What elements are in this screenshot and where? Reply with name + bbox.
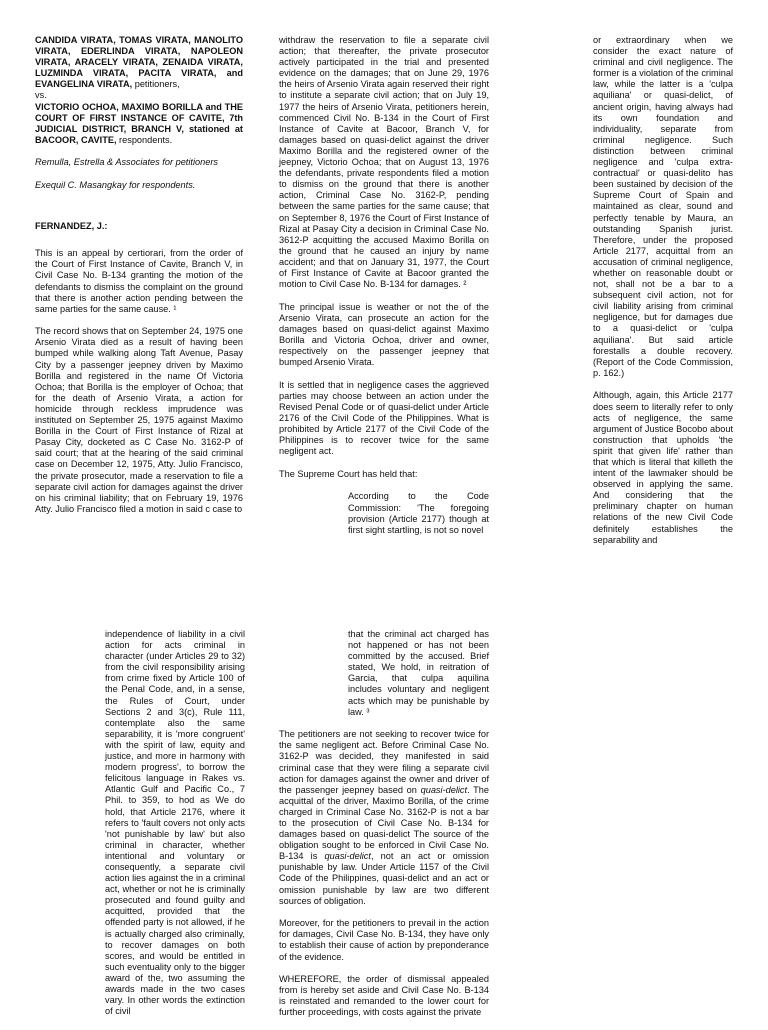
text-run-italic: quasi-delict bbox=[420, 784, 468, 795]
text-run: . The acquittal of the driver, Maximo Borilla, of the crime charged in Criminal Case No. 3162-P is not a bar to the prosecution of Civil Case No. B-134 for damages based on quasi-delict The source of the obligation sought to be enforced in Civil Case No. B-134 is bbox=[279, 784, 489, 862]
respondents-names: VICTORIO OCHOA, MAXIMO BORILLA and THE COURT OF FIRST INSTANCE OF CAVITE, 7th JUDICIAL DISTRICT, BRANCH V, stationed at BACOOR, CAVITE, bbox=[35, 101, 243, 145]
paragraph: independence of liability in a civil action for acts criminal in character (under Articles 29 to 32) from the civil responsibility arising from crime fixed by Article 100 of the Penal Code, and, in a sense, the Rules of Court, under Sections 2 and 3(c), Rule 111, contemplate also the same separability, it is 'more congruent' with the spirit of law, equity and justice, and more in harmony with modern progress', to borrow the felicitous language in Rakes vs. Atlantic Gulf and Pacific Co., 7 Phil. to 359, to hod as We do hold, that Article 2176, where it refers to 'fault covers not only acts 'not punishable by law' but also criminal in character, whether intentional and voluntary or consequently, a separate civil action lies against the in a criminal act, whether or not he is criminally prosecuted and found guilty and acquitted, provided that the offended party is not allowed, if he is actually charged also criminally, to recover damages on both scores, and would be entitled in such eventuality only to the bigger award of the, two assuming the awards made in the two cases vary. In other words the extinction of civil bbox=[105, 629, 245, 1017]
text-run-italic: quasi-delict bbox=[324, 851, 371, 862]
column-4 bbox=[105, 629, 245, 1029]
petitioners-names: CANDIDA VIRATA, TOMAS VIRATA, MANOLITO VIRATA, EDERLINDA VIRATA, NAPOLEON VIRATA, ARACELY VIRATA, ZENAIDA VIRATA, LUZMINDA VIRATA, PACITA VIRATA, and EVANGELINA VIRATA, bbox=[35, 35, 243, 90]
counsel-respondents: Exequil C. Masangkay for respondents. bbox=[35, 180, 196, 191]
versus-text: vs. bbox=[35, 90, 47, 101]
paragraph: The Supreme Court has held that: bbox=[279, 468, 418, 479]
column-3 bbox=[593, 35, 733, 557]
paragraph: WHEREFORE, the order of dismissal appealed from is hereby set aside and Civil Case No. B-134 is reinstated and remanded to the lower court for further proceedings, with costs against the private bbox=[279, 974, 489, 1018]
text-run: , not an act or omission punishable by law. Under Article 1157 of the Civil Code of the Philippines, quasi-delict and an act or omission punishable by law are two different sources of obligation. bbox=[279, 851, 489, 906]
column-2 bbox=[279, 35, 489, 547]
counsel-petitioners: Remulla, Estrella & Associates for petitioners bbox=[35, 157, 218, 168]
paragraph bbox=[279, 729, 489, 907]
paragraph: The principal issue is weather or not the of the Arsenio Virata, can prosecute an action for the damages based on quasi-delict against Maximo Borilla and Victoria Ochoa, driver and owner, respectively on the passenger jeepney that bumped Arsenio Virata. bbox=[279, 301, 489, 368]
paragraph: Although, again, this Article 2177 does seem to literally refer to only acts of negligence, the same argument of Justice Bocobo about construction that upholds 'the spirit that given life' rather than that which is literal that killeth the intent of the lawmaker should be observed in applying the same. And considering that the preliminary chapter on human relations of the new Civil Code definitely establishes the separability and bbox=[593, 390, 733, 545]
paragraph: It is settled that in negligence cases the aggrieved parties may choose between an action under the Revised Penal Code or of quasi-delict under Article 2176 of the Civil Code of the Philippines. What is prohibited by Article 2177 of the Civil Code of the Philippines is to recover twice for the same negligent act. bbox=[279, 379, 489, 457]
respondents-label: respondents. bbox=[116, 134, 173, 145]
column-5 bbox=[279, 629, 489, 1030]
paragraph: Moreover, for the petitioners to prevail in the action for damages, Civil Case No. B-134, they have only to establish their cause of action by preponderance of the evidence. bbox=[279, 918, 489, 962]
ponente: FERNANDEZ, J.: bbox=[35, 221, 108, 232]
paragraph: withdraw the reservation to file a separate civil action; that thereafter, the private prosecutor actively participated in the trial and presented evidence on the damages; that on June 29, 1976 the heirs of Arsenio Virata again reserved their right to institute a separate civil action; that on July 19, 1977 the heirs of Arsenio Virata, petitioners herein, commenced Civil No. B-134 in the Court of First Instance of Cavite at Bacoor, Branch V, for damages based on quasi-delict against the driver Maximo Borilla and the registered owner of the jeepney, Victorio Ochoa; that on August 13, 1976 the defendants, private respondents filed a motion to dismiss on the ground that there is another action, Criminal Case No. 3162-P, pending between the same parties for the same cause; that on September 8, 1976 the Court of First Instance of Rizal at Pasay City a decision in Criminal Case No. 3612-P acquitting the accused Maximo Borilla on the ground that he caused an injury by name accident; and that on January 31, 1977, the Court of First Instance of Cavite at Bacoor granted the motion to Civil Case No. B-134 for damages. ² bbox=[279, 35, 489, 290]
petitioners-label: petitioners, bbox=[132, 79, 180, 90]
block-quote: that the criminal act charged has not happened or has not been committed by the accused. Brief stated, We hold, in reitration of Garcia, that culpa aquilina includes voluntary and negligent acts which may be punishable by law. ³ bbox=[348, 629, 489, 717]
paragraph: This is an appeal by certiorari, from the order of the Court of First Instance of Cavite, Branch V, in Civil Case No. B-134 granting the motion of the defendants to dismiss the complaint on the ground that there is another action pending between the same parties for the same cause. ¹ bbox=[35, 248, 243, 314]
column-1 bbox=[35, 35, 243, 526]
paragraph: or extraordinary when we consider the exact nature of criminal and civil negligence. The former is a violation of the criminal law, while the latter is a 'culpa aquiliana' or quasi-delict, of ancient origin, having always had its own foundation and individuality, separate from criminal negligence. Such distinction between criminal negligence and 'culpa extra-contractual' or quasi-delito has been sustained by decision of the Supreme Court of Spain and maintained as clear, sound and perfectly tenable by Maura, an outstanding Spanish jurist. Therefore, under the proposed Article 2177, acquittal from an accusation of criminal negligence, whether on reasonable doubt or not, shall not be a bar to a subsequent civil action, not for civil liability arising from criminal negligence, but for damages due to a quasi-delict or 'culpa aquiliana'. But said article forestalls a double recovery. (Report of the Code Commission, p. 162.) bbox=[593, 35, 733, 378]
case-caption bbox=[35, 35, 243, 146]
block-quote: According to the Code Commission: 'The foregoing provision (Article 2177) though at first sight startling, is not so novel bbox=[348, 491, 489, 535]
text-run: The petitioners are not seeking to recover twice for the same negligent act. Before Criminal Case No. 3162-P was decided, they manifested in said criminal case that they were filing a separate civil action for damages against the owner and driver of the passenger jeepney based on bbox=[279, 729, 489, 795]
paragraph: The record shows that on September 24, 1975 one Arsenio Virata died as a result of having been bumped while walking along Taft Avenue, Pasay City by a passenger jeepney driven by Maximo Borilla and registered in the name Of Victoria Ochoa; that Borilla is the employer of Ochoa; that for the death of Arsenio Virata, a action for homicide through reckless imprudence was instituted on September 25, 1975 against Maximo Borilla in the Court of First Instance of Rizal at Pasay City, docketed as C Case No. 3162-P of said court; that at the hearing of the said criminal case on December 12, 1975, Atty. Julio Francisco, the private prosecutor, made a reservation to file a separate civil action for damages against the driver on his criminal liability; that on February 19, 1976 Atty. Julio Francisco filed a motion in said c case to bbox=[35, 326, 243, 514]
